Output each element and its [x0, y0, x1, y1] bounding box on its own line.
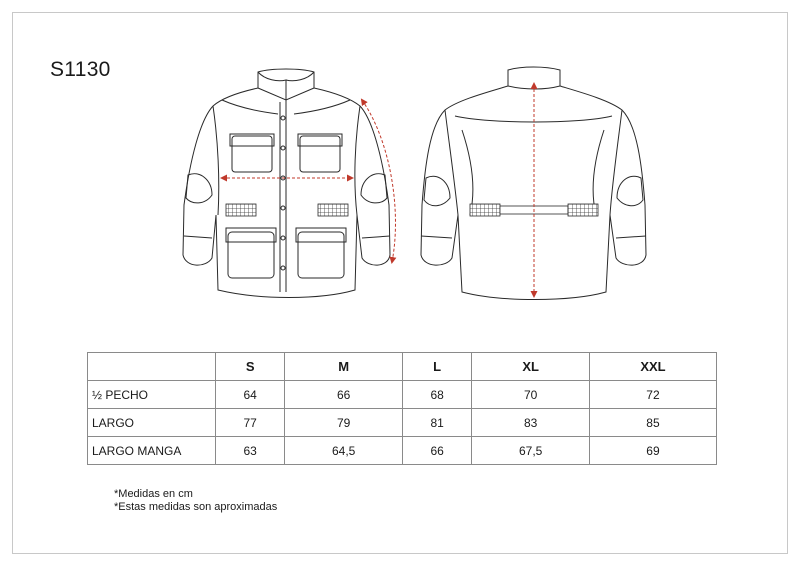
table-row [88, 437, 717, 465]
table-row [88, 409, 717, 437]
size-table [87, 352, 717, 465]
size-header-row [88, 353, 717, 381]
back-waist-elastic-right [568, 204, 598, 216]
table-cell: 69 [589, 437, 716, 465]
table-cell: 72 [589, 381, 716, 409]
table-cell: 64,5 [285, 437, 403, 465]
footnote-approximate: *Estas medidas son aproximadas [114, 501, 278, 513]
table-cell: 77 [216, 409, 285, 437]
size-header-s: S [216, 353, 285, 381]
table-cell: 63 [216, 437, 285, 465]
table-cell: 83 [472, 409, 590, 437]
row-label: LARGO [88, 409, 216, 437]
table-cell: 79 [285, 409, 403, 437]
footnotes [114, 488, 277, 514]
row-label: ½ PECHO [88, 381, 216, 409]
size-header-l: L [402, 353, 471, 381]
size-header-m: M [285, 353, 403, 381]
table-corner-cell [88, 353, 216, 381]
table-cell: 66 [285, 381, 403, 409]
size-header-xxl: XXL [589, 353, 716, 381]
table-row [88, 381, 717, 409]
front-waist-elastic-right [318, 204, 348, 216]
size-header-xl: XL [472, 353, 590, 381]
jacket-front-view [183, 69, 390, 298]
table-cell: 85 [589, 409, 716, 437]
table-cell: 66 [402, 437, 471, 465]
back-waist-elastic-left [470, 204, 500, 216]
table-cell: 70 [472, 381, 590, 409]
table-cell: 68 [402, 381, 471, 409]
row-label: LARGO MANGA [88, 437, 216, 465]
footnote-units: *Medidas en cm [114, 488, 193, 500]
table-cell: 64 [216, 381, 285, 409]
table-cell: 81 [402, 409, 471, 437]
model-code: S1130 [50, 58, 111, 81]
front-waist-elastic-left [226, 204, 256, 216]
table-cell: 67,5 [472, 437, 590, 465]
